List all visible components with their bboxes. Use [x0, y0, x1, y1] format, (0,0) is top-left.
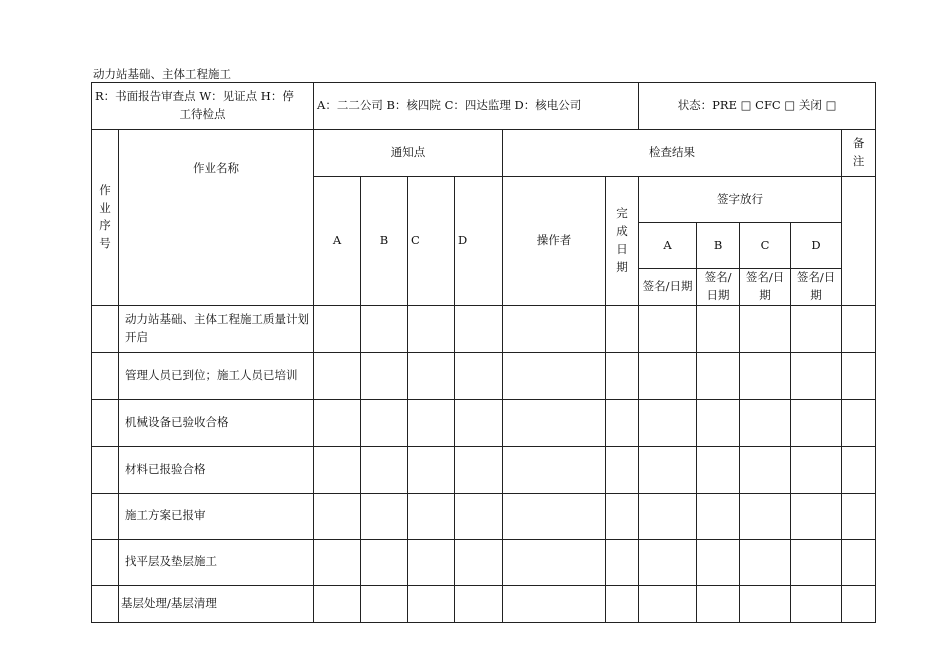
remark-blank-header [842, 177, 876, 306]
task-name: 管理人员已到位；施工人员已培训 [119, 352, 314, 399]
status-checkboxes[interactable]: 状态：PRE □ CFC □ 关闭 □ [639, 83, 876, 130]
page-title: 动力站基础、主体工程施工 [93, 67, 231, 81]
seq-header: 作 业 序 号 [92, 130, 119, 306]
table-row [92, 305, 876, 352]
table-row [92, 539, 876, 585]
remark-header: 备 注 [842, 130, 876, 177]
task-name: 机械设备已验收合格 [119, 399, 314, 446]
table-row [92, 585, 876, 622]
legend-line-2: 工待检点 [179, 107, 226, 121]
notify-col-a: A [314, 177, 361, 306]
sign-date-b: 签名/日期 [697, 269, 740, 306]
table-row [92, 446, 876, 493]
sign-col-b: B [697, 223, 740, 269]
sign-col-a: A [639, 223, 697, 269]
sign-date-a: 签名/日期 [639, 269, 697, 306]
task-name: 基层处理/基层清理 [119, 585, 314, 622]
legend-line-1: R：书面报告审查点 W：见证点 H：停 [95, 89, 294, 104]
task-name: 施工方案已报审 [119, 493, 314, 539]
check-result-header: 检查结果 [503, 130, 842, 177]
table-row [92, 352, 876, 399]
task-name: 材料已报验合格 [119, 446, 314, 493]
task-name: 找平层及垫层施工 [119, 539, 314, 585]
notify-col-d: D [455, 177, 503, 306]
table-row [92, 399, 876, 446]
sign-release-header: 签字放行 [639, 177, 842, 223]
sign-col-d: D [791, 223, 842, 269]
point-type-legend [92, 83, 314, 130]
sign-col-c: C [740, 223, 791, 269]
table-row [92, 493, 876, 539]
notify-col-b: B [361, 177, 408, 306]
operator-header: 操作者 [503, 177, 606, 306]
task-name-header: 作业名称 [119, 130, 314, 306]
parties-legend: A：二二公司 B：核四院 C：四达监理 D：核电公司 [314, 83, 639, 130]
sign-date-c: 签名/日期 [740, 269, 791, 306]
inspection-table [91, 82, 876, 623]
notify-col-c: C [408, 177, 455, 306]
notify-point-header: 通知点 [314, 130, 503, 177]
complete-date-header: 完 成 日 期 [606, 177, 639, 306]
sign-date-d: 签名/日期 [791, 269, 842, 306]
task-name: 动力站基础、主体工程施工质量计划开启 [119, 305, 314, 352]
